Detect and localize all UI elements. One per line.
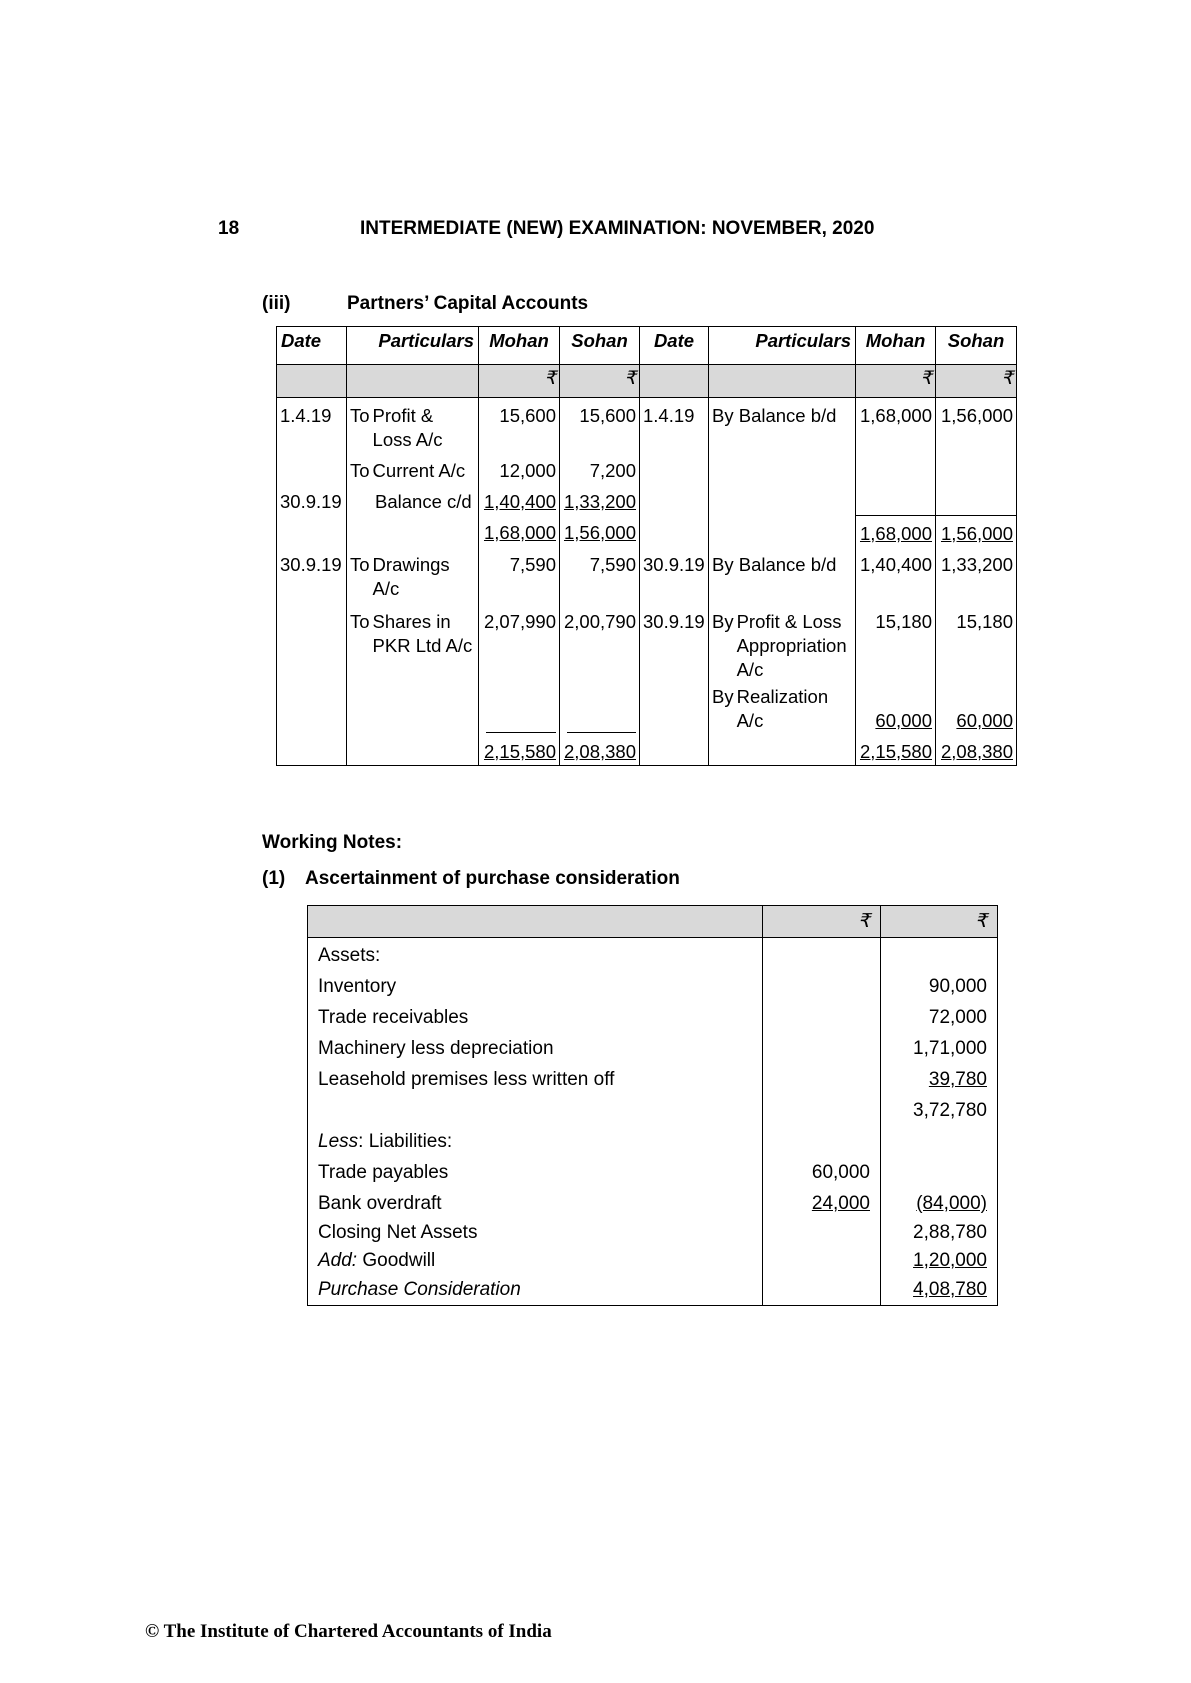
page-footer: © The Institute of Chartered Accountants of India <box>145 1621 552 1642</box>
note1-number: (1) <box>262 868 286 889</box>
table-row: Bank overdraft 24,000 (84,000) <box>308 1188 998 1219</box>
table-row: To Current A/c 12,000 7,200 <box>277 453 1017 484</box>
purchase-consideration-table <box>307 905 998 1306</box>
table-row: Machinery less depreciation 1,71,000 <box>308 1033 998 1064</box>
col-date-left: Date <box>277 327 347 365</box>
rupee-row <box>277 365 1017 398</box>
table-row: 30.9.19 To Drawings A/c 7,590 7,590 30.9.19 By Balance b/d 1,40,400 1,33,200 <box>277 547 1017 602</box>
col-sohan-right: Sohan <box>936 327 1017 365</box>
table-row: To Shares in PKR Ltd A/c 2,07,990 2,00,790 30.9.19 By Profit & Loss Appropriation A/c 15,180 15,180 <box>277 602 1017 683</box>
table-row: 30.9.19 Balance c/d 1,40,400 1,33,200 <box>277 484 1017 515</box>
rupee-icon: ₹ <box>936 365 1017 398</box>
table-row: Closing Net Assets 2,88,780 <box>308 1219 998 1247</box>
col-mohan-left: Mohan <box>479 327 560 365</box>
rupee-icon: ₹ <box>881 906 998 938</box>
table-row: Less: Liabilities: <box>308 1126 998 1157</box>
table-row: Assets: <box>308 938 998 972</box>
table-row-total: Purchase Consideration 4,08,780 <box>308 1275 998 1306</box>
capital-accounts-table <box>276 326 1017 766</box>
col-date-right: Date <box>640 327 709 365</box>
working-notes-title: Working Notes: <box>262 832 403 853</box>
table-row-total: 1,68,000 1,56,000 1,68,000 1,56,000 <box>277 515 1017 547</box>
col-sohan-left: Sohan <box>560 327 640 365</box>
col-mohan-right: Mohan <box>856 327 936 365</box>
table-row: 3,72,780 <box>308 1095 998 1126</box>
rupee-row <box>308 906 998 938</box>
table-header-row <box>277 327 1017 365</box>
note1-title: Ascertainment of purchase consideration <box>305 868 680 889</box>
table-row: Inventory 90,000 <box>308 971 998 1002</box>
blank-rule <box>486 732 556 733</box>
table-row: Trade receivables 72,000 <box>308 1002 998 1033</box>
rupee-icon: ₹ <box>763 906 881 938</box>
col-particulars-left: Particulars <box>347 327 479 365</box>
table-row: By Realization A/c 60,000 60,000 <box>277 683 1017 734</box>
col-particulars-right: Particulars <box>709 327 856 365</box>
section-title: Partners’ Capital Accounts <box>347 293 589 314</box>
rupee-icon: ₹ <box>479 365 560 398</box>
rupee-icon: ₹ <box>560 365 640 398</box>
blank-rule <box>567 732 636 733</box>
rupee-icon: ₹ <box>856 365 936 398</box>
table-row: Trade payables 60,000 <box>308 1157 998 1188</box>
section-label: (iii) <box>262 293 291 314</box>
page-header: INTERMEDIATE (NEW) EXAMINATION: NOVEMBER, 2020 <box>360 218 875 239</box>
page-number: 18 <box>218 218 240 239</box>
table-row: Leasehold premises less written off 39,780 <box>308 1064 998 1095</box>
table-row-total: 2,15,580 2,08,380 2,15,580 2,08,380 <box>277 734 1017 766</box>
table-row: Add: Goodwill 1,20,000 <box>308 1247 998 1275</box>
table-row: 1.4.19 To Profit & Loss A/c 15,600 15,600 1.4.19 By Balance b/d 1,68,000 1,56,000 <box>277 398 1017 454</box>
